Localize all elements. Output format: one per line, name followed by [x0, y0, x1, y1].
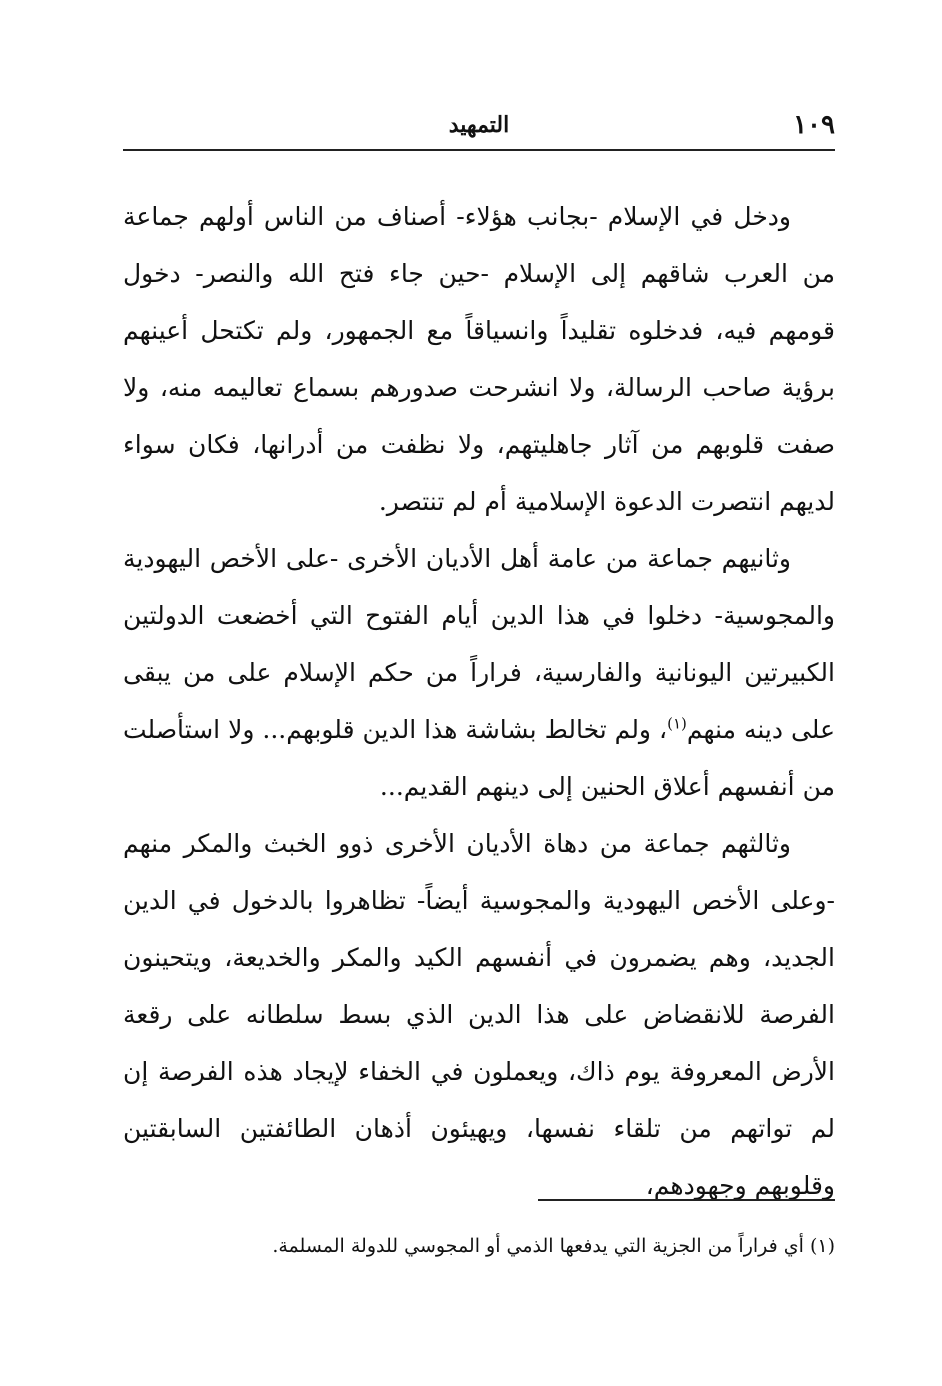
paragraph-3-text: وثالثهم جماعة من دهاة الأديان الأخرى ذوو الخبث والمكر منهم -وعلى الأخص اليهودية والمجوسية أيضاً- تظاهروا بالدخول في الدين الجديد، وهم يضمرون في أنفسهم الكيد والمكر والخديعة، ويتحينون الفرصة للانقضاض على هذا الدين الذي بسط سلطانه على رقعة الأرض المعروفة يوم ذاك، ويعملون في الخفاء لإيجاد هذه الفرصة إن لم تواتهم من تلقاء نفسها، ويهيئون أذهان الطائفتين السابقتين وقلوبهم وجهودهم،	[123, 829, 835, 1200]
paragraph-1	[123, 188, 835, 530]
footnote-1: (١) أي فراراً من الجزية التي يدفعها الذمي أو المجوسي للدولة المسلمة.	[272, 1235, 835, 1257]
page-header	[123, 108, 835, 142]
header-rule	[123, 149, 835, 151]
page-number: ١٠٩	[793, 110, 835, 140]
footnote-rule	[538, 1199, 835, 1201]
footnote-reference-1: (١)	[667, 714, 687, 733]
paragraph-3	[123, 815, 835, 1214]
paragraph-2-text-continued: ، ولم تخالط بشاشة هذا الدين قلوبهم... ولا استأصلت من أنفسهم أعلاق الحنين إلى دينهم القديم...	[123, 715, 835, 801]
paragraph-2-text: وثانيهم جماعة من عامة أهل الأديان الأخرى -على الأخص اليهودية والمجوسية- دخلوا في هذا الدين أيام الفتوح التي أخضعت الدولتين الكبيرتين اليونانية والفارسية، فراراً من حكم الإسلام على من يبقى على دينه منهم	[123, 544, 836, 744]
paragraph-1-text: ودخل في الإسلام -بجانب هؤلاء- أصناف من الناس أولهم جماعة من العرب شاقهم إلى الإسلام -حين جاء فتح الله والنصر- دخول قومهم فيه، فدخلوه تقليداً وانسياقاً مع الجمهور، ولم تكتحل أعينهم برؤية صاحب الرسالة، ولا انشرحت صدورهم بسماع تعاليمه منه، ولا صفت قلوبهم من آثار جاهليتهم، ولا نظفت من أدرانها، فكان سواء لديهم انتصرت الدعوة الإسلامية أم لم تنتصر.	[123, 202, 835, 516]
paragraph-2	[123, 530, 835, 815]
running-head-title: التمهيد	[448, 112, 510, 138]
main-text	[123, 188, 835, 1214]
